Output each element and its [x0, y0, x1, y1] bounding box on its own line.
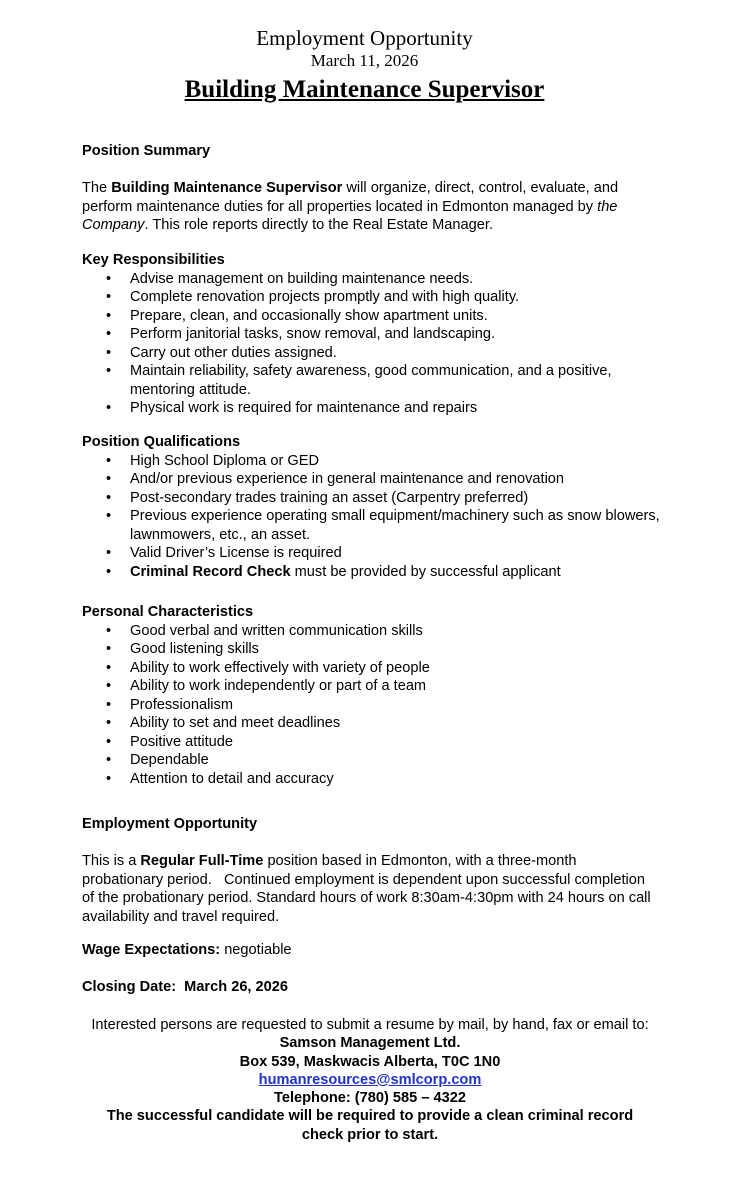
list-item: • Ability to work effectively with variety of people [82, 659, 662, 678]
list-item: • Carry out other duties assigned. [82, 344, 662, 363]
contact-intro: Interested persons are requested to submit a resume by mail, by hand, fax or email to: [91, 1017, 649, 1033]
list-item: • Ability to work independently or part of a team [82, 677, 662, 696]
list-item: • Previous experience operating small equipment/machinery such as snow blowers, lawnmowers, etc., an asset. [82, 507, 670, 544]
list-item: • Ability to set and meet deadlines [82, 714, 662, 733]
employment-type-bold: Regular Full-Time [140, 853, 264, 869]
list-item: • Attention to detail and accuracy [82, 770, 662, 789]
summary-paragraph [82, 179, 662, 235]
document-title: Employment Opportunity [256, 26, 473, 50]
qualifications-list [82, 452, 662, 582]
closing-date: Closing Date: March 26, 2026 [82, 979, 289, 995]
summary-role-bold: Building Maintenance Supervisor [111, 180, 343, 196]
employment-paragraph [82, 852, 655, 926]
posting-date: March 11, 2026 [310, 51, 419, 70]
characteristics-list [82, 622, 662, 789]
list-item: • Dependable [82, 751, 662, 770]
criminal-check-note: The successful candidate will be required to provide a clean criminal record check prior to start. [106, 1108, 634, 1143]
list-item: • Good verbal and written communication skills [82, 622, 662, 641]
criminal-check-text: must be provided by successful applicant [290, 563, 561, 580]
email-link[interactable]: humanresources@smlcorp.com [258, 1071, 482, 1088]
employment-section [82, 815, 662, 926]
employment-text: This is a [82, 853, 141, 869]
contact-section [60, 1016, 680, 1144]
list-item: • Perform janitorial tasks, snow removal, and landscaping. [82, 325, 662, 344]
wage-label: Wage Expectations: [82, 942, 221, 958]
summary-text: . This role reports directly to the Real Estate Manager. [144, 217, 493, 233]
list-item [82, 563, 662, 582]
list-item: • Post-secondary trades training an asset (Carpentry preferred) [82, 489, 662, 508]
section-heading: Employment Opportunity [82, 816, 258, 832]
summary-company-italic: the Company [82, 198, 618, 233]
list-item: • Advise management on building maintenance needs. [82, 270, 662, 289]
list-item: • Valid Driver’s License is required [82, 544, 662, 563]
list-item: • Good listening skills [82, 640, 662, 659]
employment-text: position based in Edmonton, with a three-month probationary period. Continued employment is dependent upon successful completion of the probationary period. Standard hours of work 8:30am-4:30pm with 24 hours on call availability and travel required. [82, 853, 655, 925]
list-item: • Maintain reliability, safety awareness, good communication, and a positive, mentoring attitude. [82, 362, 630, 399]
criminal-check-bold: Criminal Record Check [130, 563, 291, 580]
wage-line [82, 941, 662, 960]
section-heading: Position Qualifications [82, 434, 241, 450]
qualifications-section [82, 433, 662, 581]
characteristics-section [82, 603, 662, 788]
list-item: • Complete renovation projects promptly and with high quality. [82, 288, 662, 307]
telephone: Telephone: (780) 585 – 4322 [274, 1090, 466, 1107]
list-item: • And/or previous experience in general maintenance and renovation [82, 470, 662, 489]
position-summary-section [82, 142, 662, 235]
wage-value: negotiable [220, 942, 292, 958]
list-item: • Physical work is required for maintenance and repairs [82, 399, 662, 418]
company-address: Box 539, Maskwacis Alberta, T0C 1N0 [239, 1053, 501, 1070]
list-item: • Positive attitude [82, 733, 662, 752]
section-heading: Key Responsibilities [82, 252, 225, 268]
company-name: Samson Management Ltd. [279, 1035, 461, 1052]
responsibilities-section [82, 251, 662, 418]
section-heading: Personal Characteristics [82, 604, 254, 620]
section-heading: Position Summary [82, 143, 211, 159]
summary-text: will organize, direct, control, evaluate, and perform maintenance duties for all properties located in Edmonton managed by [82, 180, 619, 215]
job-title: Building Maintenance Supervisor [184, 76, 545, 103]
list-item: • High School Diploma or GED [82, 452, 662, 471]
summary-text: The [82, 180, 112, 196]
responsibilities-list [82, 270, 662, 418]
list-item: • Professionalism [82, 696, 662, 715]
list-item: • Prepare, clean, and occasionally show apartment units. [82, 307, 662, 326]
